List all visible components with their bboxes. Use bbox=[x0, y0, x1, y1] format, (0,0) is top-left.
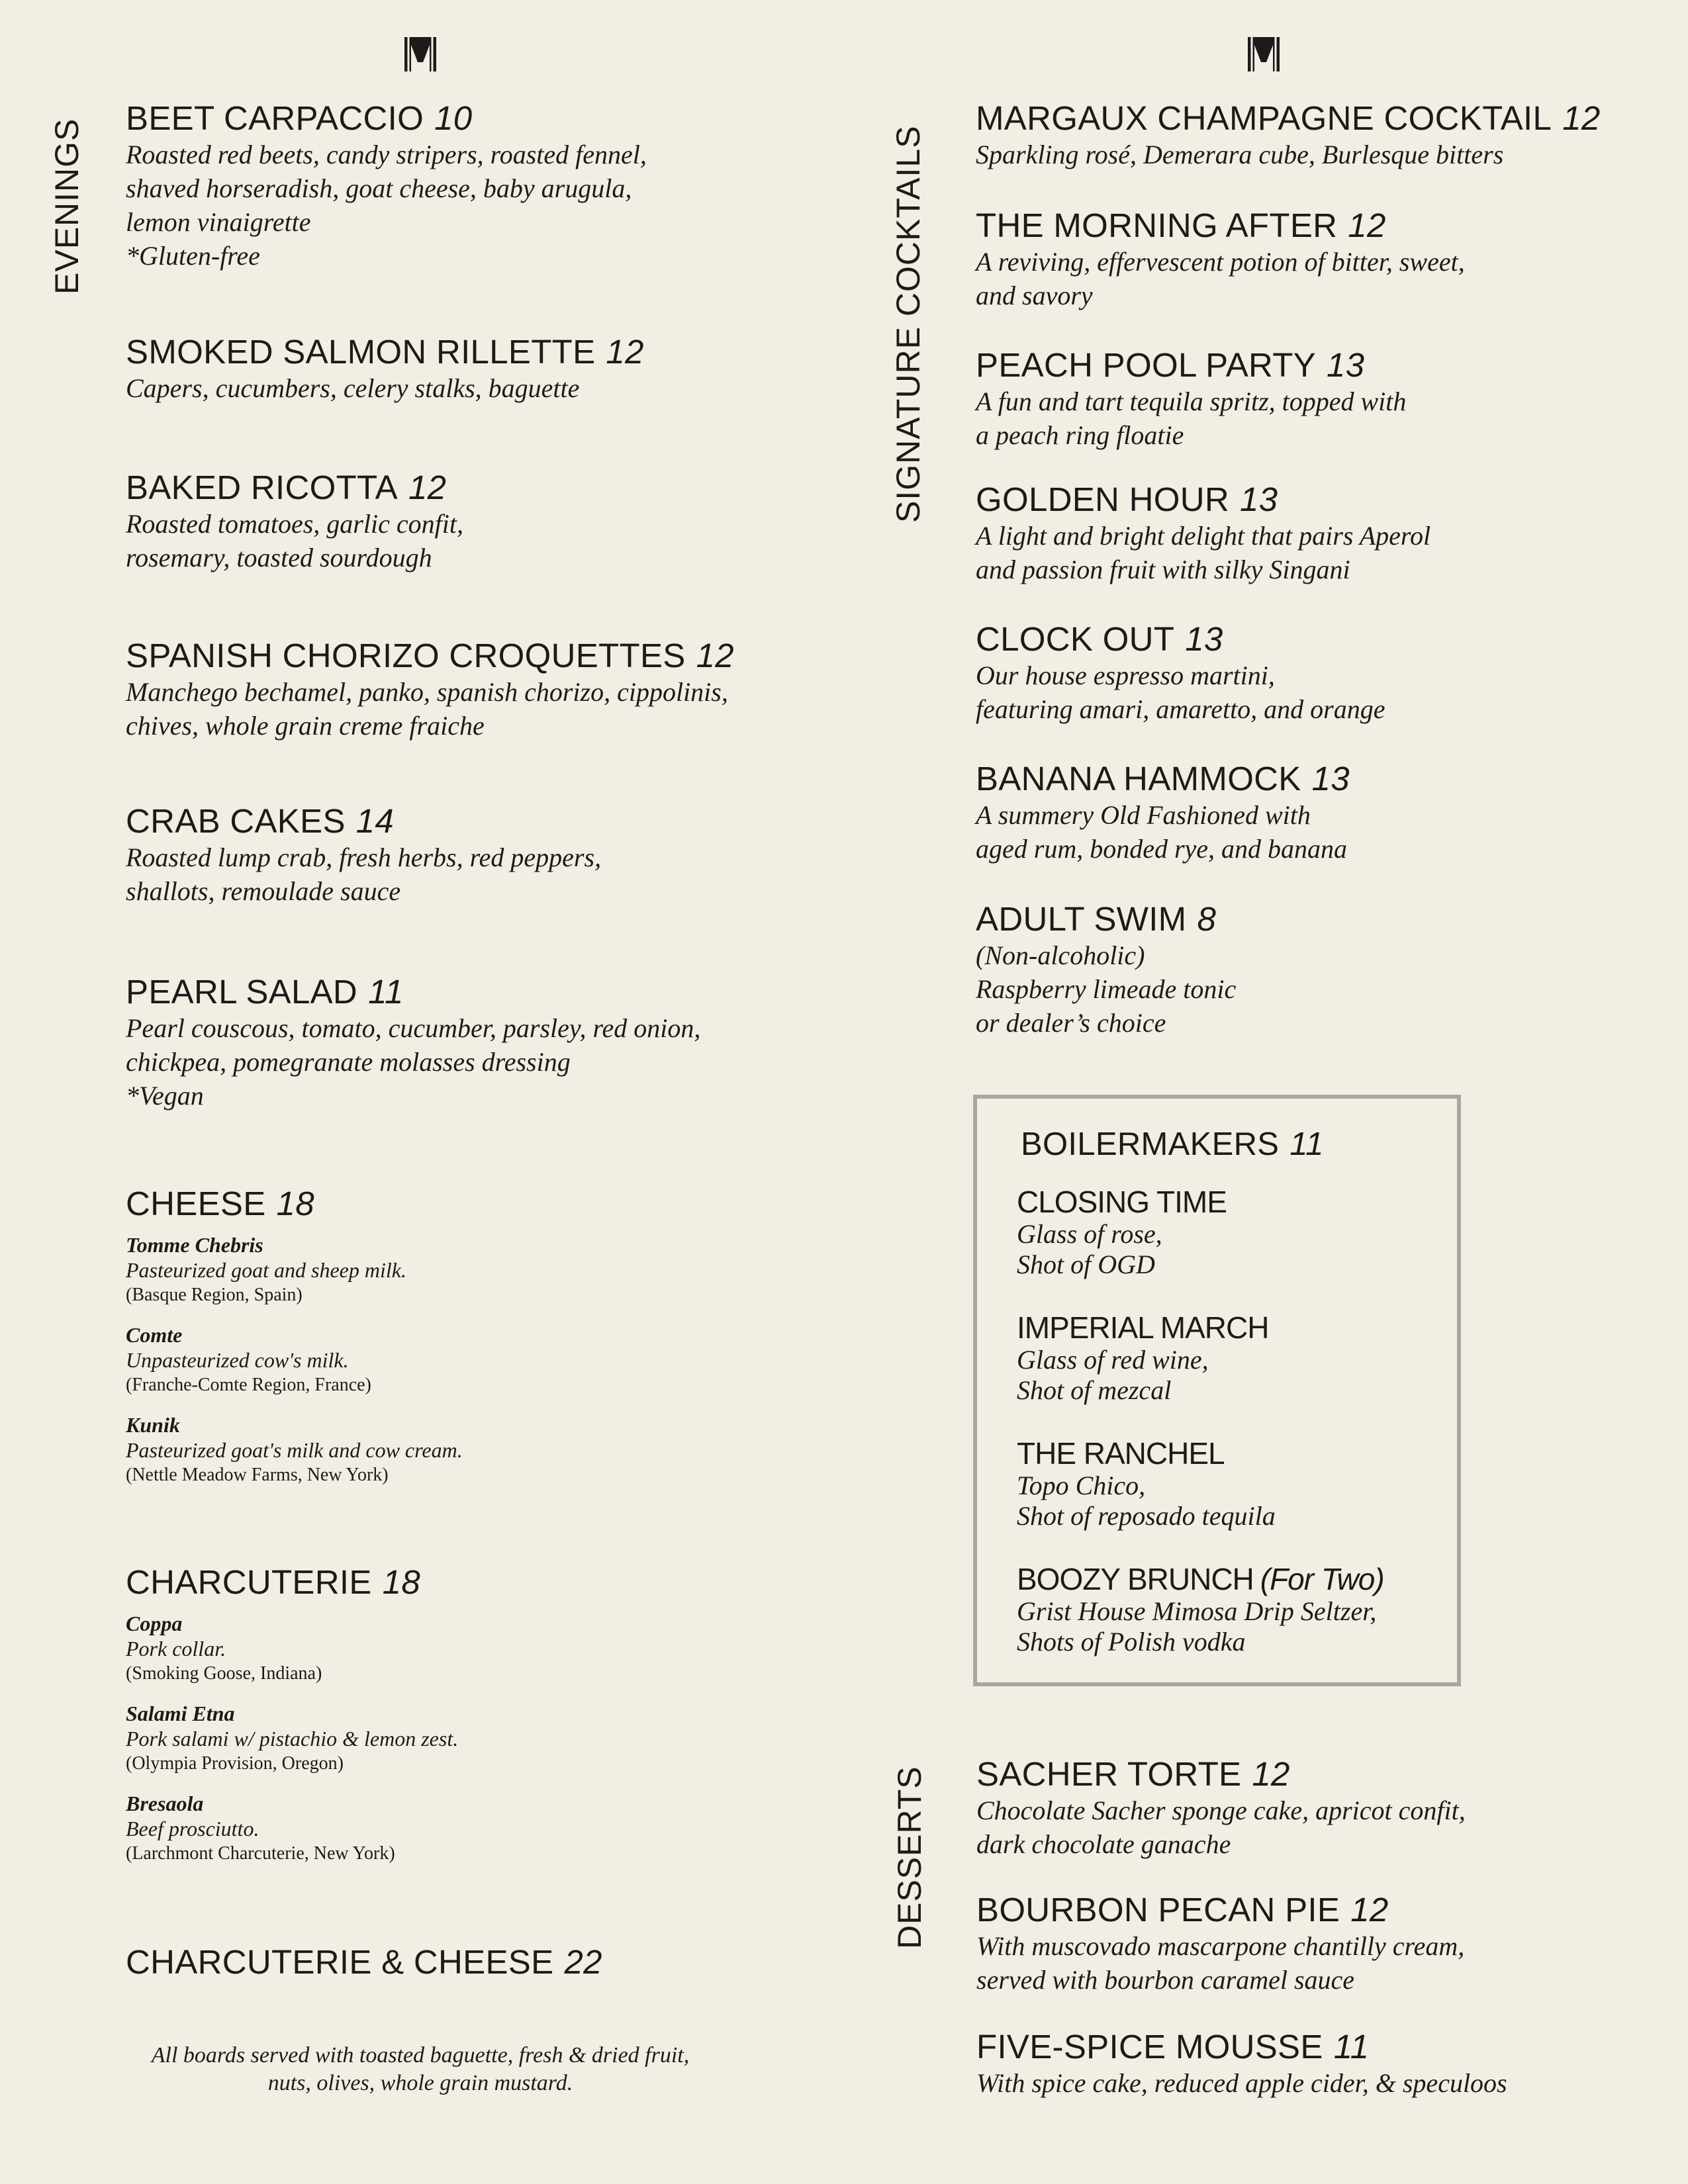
appetizer-item bbox=[126, 469, 463, 574]
cocktail-item-title bbox=[976, 206, 1465, 245]
cocktail-item-title bbox=[976, 900, 1236, 938]
boilermaker-entry bbox=[1017, 1436, 1384, 1531]
charcuterie-entry-name: Bresaola bbox=[126, 1792, 204, 1815]
dessert-item-description bbox=[976, 1929, 1464, 1997]
dessert-item-desc-line: With spice cake, reduced apple cider, & speculoos bbox=[976, 2068, 1507, 2098]
appetizer-item-desc-line: rosemary, toasted sourdough bbox=[126, 543, 432, 572]
cocktail-item-title bbox=[976, 346, 1406, 385]
dessert-item-price: 11 bbox=[1333, 2028, 1370, 2066]
boilermaker-desc-line: Glass of rose, bbox=[1017, 1219, 1162, 1249]
dessert-item-price: 12 bbox=[1350, 1891, 1389, 1929]
appetizer-item-desc-line: Pearl couscous, tomato, cucumber, parsley, red onion, bbox=[126, 1013, 701, 1043]
boilermaker-entry bbox=[1017, 1185, 1384, 1280]
dessert-item bbox=[976, 1755, 1466, 1861]
boilermaker-desc-line: Glass of red wine, bbox=[1017, 1345, 1209, 1375]
dessert-item bbox=[976, 2028, 1507, 2100]
dessert-item-title bbox=[976, 2028, 1507, 2066]
cocktail-item-desc-line: A light and bright delight that pairs Aperol bbox=[976, 521, 1431, 551]
cocktail-item-desc-line: A reviving, effervescent potion of bitter, sweet, bbox=[976, 247, 1465, 277]
cocktail-item-desc-line: and passion fruit with silky Singani bbox=[976, 555, 1350, 584]
boilermaker-desc-line: Topo Chico, bbox=[1017, 1471, 1146, 1500]
boilermaker-entry bbox=[1017, 1310, 1384, 1406]
dessert-item-title bbox=[976, 1891, 1464, 1929]
dessert-item-description bbox=[976, 1794, 1466, 1861]
appetizer-item bbox=[126, 333, 644, 405]
cocktail-item bbox=[976, 760, 1350, 866]
cheese-entry-name: Kunik bbox=[126, 1413, 180, 1437]
charcuterie-entry-desc: Beef prosciutto. bbox=[126, 1817, 259, 1841]
cocktail-item-name: BANANA HAMMOCK bbox=[976, 760, 1301, 797]
boilermakers-box bbox=[973, 1095, 1461, 1686]
cheese-entry bbox=[126, 1412, 463, 1488]
cocktail-item-name: PEACH POOL PARTY bbox=[976, 346, 1317, 384]
cocktail-item-price: 13 bbox=[1327, 346, 1365, 384]
appetizer-item-description bbox=[126, 841, 601, 908]
charcuterie-entry-desc: Pork collar. bbox=[126, 1637, 226, 1661]
section-label-evenings: EVENINGS bbox=[48, 118, 85, 295]
boilermaker-desc-line: Shots of Polish vodka bbox=[1017, 1627, 1246, 1657]
dessert-item-name: BOURBON PECAN PIE bbox=[976, 1891, 1340, 1929]
cocktail-item-price: 13 bbox=[1185, 620, 1223, 658]
appetizer-item-price: 12 bbox=[606, 333, 644, 371]
cocktail-item bbox=[976, 99, 1601, 171]
appetizer-item-description bbox=[126, 675, 734, 743]
appetizer-item-desc-line: *Vegan bbox=[126, 1081, 204, 1111]
boilermaker-suffix: (For Two) bbox=[1260, 1562, 1384, 1596]
cocktail-item-name: GOLDEN HOUR bbox=[976, 480, 1230, 518]
boilermaker-desc-line: Shot of mezcal bbox=[1017, 1375, 1172, 1405]
cheese-entry-name: Tomme Chebris bbox=[126, 1233, 263, 1257]
appetizer-item-price: 12 bbox=[408, 469, 447, 506]
cheese-title: CHEESE 18 bbox=[126, 1185, 314, 1222]
charcuterie-entry bbox=[126, 1701, 458, 1776]
boilermaker-name-row bbox=[1017, 1185, 1384, 1219]
appetizer-item-desc-line: Roasted tomatoes, garlic confit, bbox=[126, 509, 463, 539]
cocktail-item-price: 13 bbox=[1311, 760, 1350, 797]
cocktail-item-description bbox=[976, 938, 1236, 1040]
cocktail-item-desc-line: and savory bbox=[976, 281, 1093, 310]
charcuterie-entry-origin: (Smoking Goose, Indiana) bbox=[126, 1663, 322, 1684]
appetizer-item-description bbox=[126, 371, 644, 405]
boilermaker-entry bbox=[1017, 1562, 1384, 1657]
cocktail-item-description bbox=[976, 385, 1406, 452]
dessert-item-price: 12 bbox=[1252, 1755, 1290, 1793]
appetizer-item-description bbox=[126, 138, 647, 273]
boilermaker-desc-line: Shot of reposado tequila bbox=[1017, 1501, 1276, 1531]
appetizer-item-name: CRAB CAKES bbox=[126, 802, 346, 840]
cocktail-item-desc-line: A fun and tart tequila spritz, topped with bbox=[976, 387, 1407, 416]
cocktail-item-desc-line: a peach ring floatie bbox=[976, 420, 1184, 450]
section-label-signature-cocktails: SIGNATURE COCKTAILS bbox=[890, 125, 927, 523]
appetizer-item-desc-line: shaved horseradish, goat cheese, baby arugula, bbox=[126, 173, 632, 203]
appetizer-item-name: BAKED RICOTTA bbox=[126, 469, 399, 506]
cocktail-item-desc-line: A summery Old Fashioned with bbox=[976, 800, 1311, 830]
cheese-entry-desc: Pasteurized goat and sheep milk. bbox=[126, 1258, 406, 1282]
cocktail-item-description bbox=[976, 659, 1385, 726]
appetizer-item-name: SMOKED SALMON RILLETTE bbox=[126, 333, 596, 371]
cheese-entry-origin: (Basque Region, Spain) bbox=[126, 1285, 303, 1305]
boilermaker-name: IMPERIAL MARCH bbox=[1017, 1310, 1269, 1345]
dessert-item-desc-line: served with bourbon caramel sauce bbox=[976, 1965, 1355, 1995]
cocktail-item-description bbox=[976, 138, 1601, 171]
charcuterie-entry-name: Coppa bbox=[126, 1612, 183, 1635]
appetizer-item-title bbox=[126, 973, 700, 1011]
charcuterie-section bbox=[126, 1563, 458, 1881]
cocktail-item-desc-line: or dealer’s choice bbox=[976, 1008, 1166, 1038]
dessert-item-desc-line: With muscovado mascarpone chantilly cream, bbox=[976, 1931, 1465, 1961]
appetizer-item bbox=[126, 973, 700, 1113]
cheese-entry bbox=[126, 1232, 463, 1308]
cocktail-item bbox=[976, 480, 1430, 586]
appetizer-item-price: 11 bbox=[368, 973, 404, 1011]
logo-right-icon bbox=[1246, 36, 1281, 73]
appetizer-item-desc-line: chives, whole grain creme fraiche bbox=[126, 711, 485, 741]
cocktail-item bbox=[976, 900, 1236, 1040]
boilermaker-name: BOOZY BRUNCH bbox=[1017, 1562, 1254, 1596]
cocktail-item-title bbox=[976, 620, 1385, 659]
cocktail-item-description bbox=[976, 519, 1430, 586]
appetizer-item-desc-line: Roasted red beets, candy stripers, roasted fennel, bbox=[126, 140, 647, 169]
cheese-entry-desc: Unpasteurized cow's milk. bbox=[126, 1348, 349, 1372]
cocktail-item-desc-line: Our house espresso martini, bbox=[976, 660, 1275, 690]
dessert-item-description bbox=[976, 2066, 1507, 2100]
cheese-entry bbox=[126, 1322, 463, 1398]
boilermaker-name: CLOSING TIME bbox=[1017, 1185, 1227, 1219]
appetizer-item bbox=[126, 637, 734, 743]
cocktail-item-title bbox=[976, 480, 1430, 519]
dessert-item-title bbox=[976, 1755, 1466, 1794]
cocktail-item-desc-line: (Non-alcoholic) bbox=[976, 940, 1145, 970]
dessert-item-name: SACHER TORTE bbox=[976, 1755, 1242, 1793]
cocktail-item bbox=[976, 346, 1406, 452]
cocktail-item-desc-line: Sparkling rosé, Demerara cube, Burlesque bitters bbox=[976, 140, 1504, 169]
appetizer-item-title bbox=[126, 469, 463, 507]
combo-item bbox=[126, 1943, 602, 1981]
appetizer-item-desc-line: *Gluten-free bbox=[126, 241, 260, 271]
boilermaker-name: THE RANCHEL bbox=[1017, 1436, 1225, 1471]
appetizer-item-desc-line: lemon vinaigrette bbox=[126, 207, 311, 237]
appetizer-item bbox=[126, 802, 601, 908]
charcuterie-entry-origin: (Olympia Provision, Oregon) bbox=[126, 1753, 344, 1774]
appetizer-item-desc-line: Roasted lump crab, fresh herbs, red peppers, bbox=[126, 842, 602, 872]
dessert-item bbox=[976, 1891, 1464, 1997]
boilermaker-name-row bbox=[1017, 1310, 1384, 1345]
boilermaker-name-row bbox=[1017, 1562, 1384, 1596]
cocktail-item-desc-line: aged rum, bonded rye, and banana bbox=[976, 834, 1348, 864]
appetizer-item-title bbox=[126, 99, 647, 138]
cheese-entry-desc: Pasteurized goat's milk and cow cream. bbox=[126, 1438, 463, 1462]
appetizer-item-desc-line: shallots, remoulade sauce bbox=[126, 876, 401, 906]
cocktail-item-description bbox=[976, 245, 1465, 312]
cocktail-item bbox=[976, 206, 1465, 312]
cocktail-item-name: CLOCK OUT bbox=[976, 620, 1175, 658]
boilermaker-desc-line: Grist House Mimosa Drip Seltzer, bbox=[1017, 1596, 1377, 1626]
cheese-entry-name: Comte bbox=[126, 1323, 183, 1347]
boilermakers-title: BOILERMAKERS 11 bbox=[1021, 1126, 1324, 1162]
cocktail-item-desc-line: Raspberry limeade tonic bbox=[976, 974, 1237, 1004]
cocktail-item-title bbox=[976, 760, 1350, 798]
cheese-entry-origin: (Nettle Meadow Farms, New York) bbox=[126, 1465, 389, 1485]
appetizer-item-price: 12 bbox=[696, 637, 734, 674]
cocktail-item bbox=[976, 620, 1385, 726]
appetizer-item-name: BEET CARPACCIO bbox=[126, 99, 424, 137]
cocktail-item-title bbox=[976, 99, 1601, 138]
dessert-item-desc-line: dark chocolate ganache bbox=[976, 1829, 1231, 1859]
charcuterie-entry bbox=[126, 1791, 458, 1866]
cocktail-item-description bbox=[976, 798, 1350, 866]
appetizer-item-price: 14 bbox=[355, 802, 395, 840]
cocktail-item-desc-line: featuring amari, amaretto, and orange bbox=[976, 694, 1385, 724]
appetizer-item-desc-line: chickpea, pomegranate molasses dressing bbox=[126, 1047, 571, 1077]
boilermaker-desc-line: Shot of OGD bbox=[1017, 1250, 1155, 1279]
cocktail-item-price: 12 bbox=[1562, 99, 1601, 137]
cocktail-item-price: 12 bbox=[1348, 206, 1386, 244]
cocktail-item-price: 8 bbox=[1197, 900, 1217, 938]
charcuterie-entry-desc: Pork salami w/ pistachio & lemon zest. bbox=[126, 1727, 459, 1751]
cocktail-item-name: THE MORNING AFTER bbox=[976, 206, 1338, 244]
charcuterie-entry-name: Salami Etna bbox=[126, 1702, 235, 1725]
dessert-item-desc-line: Chocolate Sacher sponge cake, apricot confit, bbox=[976, 1796, 1466, 1825]
charcuterie-entry-origin: (Larchmont Charcuterie, New York) bbox=[126, 1843, 395, 1864]
appetizer-item-desc-line: Manchego bechamel, panko, spanish chorizo, cippolinis, bbox=[126, 677, 728, 707]
appetizer-item-title bbox=[126, 333, 644, 371]
cheese-section bbox=[126, 1185, 463, 1502]
appetizer-item bbox=[126, 99, 647, 273]
appetizer-item-title bbox=[126, 637, 734, 675]
charcuterie-title: CHARCUTERIE 18 bbox=[126, 1563, 420, 1601]
combo-title: CHARCUTERIE & CHEESE 22 bbox=[126, 1943, 602, 1981]
appetizer-item-name: SPANISH CHORIZO CROQUETTES bbox=[126, 637, 686, 674]
logo-left-icon bbox=[403, 36, 438, 73]
cocktail-item-name: MARGAUX CHAMPAGNE COCKTAIL bbox=[976, 99, 1552, 137]
charcuterie-entry bbox=[126, 1611, 458, 1686]
appetizer-item-desc-line: Capers, cucumbers, celery stalks, baguette bbox=[126, 373, 580, 403]
boilermaker-name-row bbox=[1017, 1436, 1384, 1471]
boards-footnote: All boards served with toasted baguette, fresh & dried fruit, nuts, olives, whole grain mustard. bbox=[151, 2043, 690, 2095]
appetizer-item-name: PEARL SALAD bbox=[126, 973, 358, 1011]
cocktail-item-name: ADULT SWIM bbox=[976, 900, 1187, 938]
appetizer-item-description bbox=[126, 507, 463, 574]
appetizer-item-price: 10 bbox=[434, 99, 473, 137]
dessert-item-name: FIVE-SPICE MOUSSE bbox=[976, 2028, 1323, 2066]
cocktail-item-price: 13 bbox=[1240, 480, 1278, 518]
appetizer-item-description bbox=[126, 1011, 700, 1113]
cheese-entry-origin: (Franche-Comte Region, France) bbox=[126, 1375, 371, 1395]
section-label-desserts: DESSERTS bbox=[891, 1766, 928, 1949]
appetizer-item-title bbox=[126, 802, 601, 841]
